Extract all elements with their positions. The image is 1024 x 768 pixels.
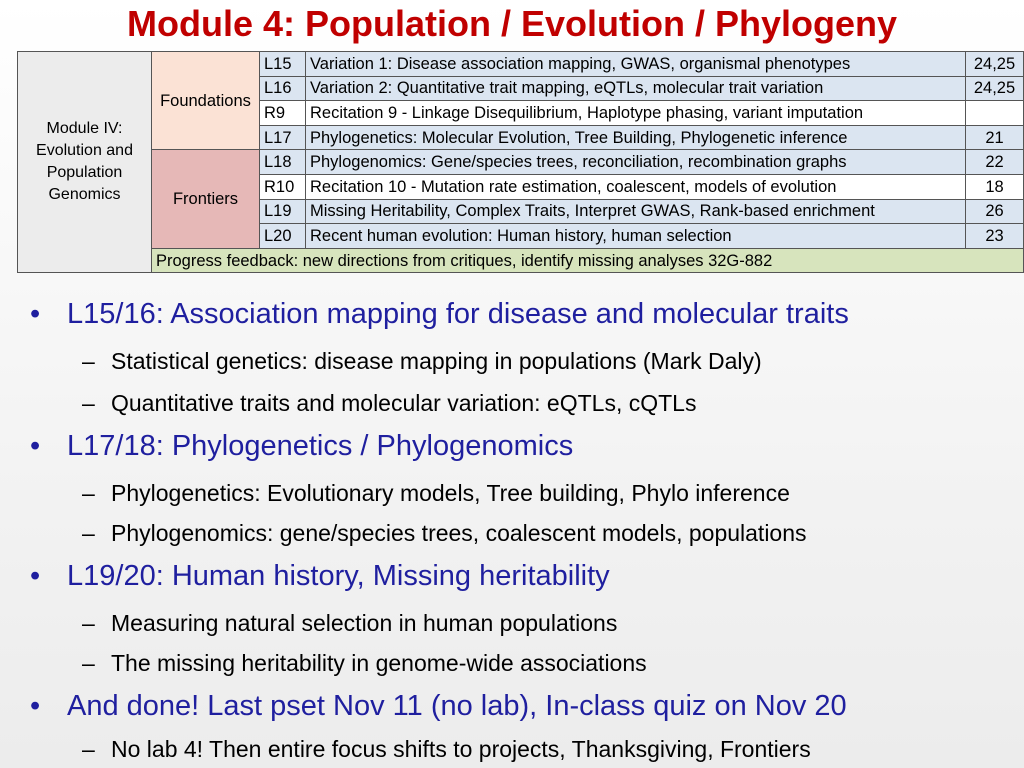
lecture-desc: Recitation 10 - Mutation rate estimation, coalescent, models of evolution [306,174,966,199]
schedule-table [17,51,1024,273]
lecture-desc: Missing Heritability, Complex Traits, Interpret GWAS, Rank-based enrichment [306,199,966,224]
sub-bullet-text: The missing heritability in genome-wide associations [111,650,647,676]
sub-bullet-text: Statistical genetics: disease mapping in populations (Mark Daly) [111,348,762,374]
sub-bullet-text: Measuring natural selection in human populations [111,610,618,636]
lecture-code: L16 [260,76,306,101]
lecture-num: 24,25 [966,76,1024,101]
bullet-dot: • [30,430,41,462]
bullet-dot: • [30,560,41,592]
lecture-num: 21 [966,125,1024,150]
lecture-code: L18 [260,150,306,175]
group-foundations: Foundations [152,52,260,150]
lecture-desc: Variation 1: Disease association mapping, GWAS, organismal phenotypes [306,52,966,77]
lecture-num: 23 [966,224,1024,249]
lecture-code: L19 [260,199,306,224]
sub-bullet-dash: – [82,520,95,546]
lecture-code: R10 [260,174,306,199]
bullet-text: L17/18: Phylogenetics / Phylogenomics [67,430,574,462]
sub-bullet-dash: – [82,610,95,636]
sub-bullet-dash: – [82,736,95,762]
lecture-code: L15 [260,52,306,77]
lecture-code: R9 [260,101,306,126]
lecture-num: 26 [966,199,1024,224]
sub-bullet-text: Phylogenetics: Evolutionary models, Tree building, Phylo inference [111,480,790,506]
module-label: Module IV: Evolution and Population Genomics [18,52,152,273]
lecture-desc: Recitation 9 - Linkage Disequilibrium, Haplotype phasing, variant imputation [306,101,966,126]
lecture-desc: Variation 2: Quantitative trait mapping, eQTLs, molecular trait variation [306,76,966,101]
bullet-text: And done! Last pset Nov 11 (no lab), In-class quiz on Nov 20 [67,690,847,722]
sub-bullet-dash: – [82,480,95,506]
lecture-desc: Phylogenomics: Gene/species trees, reconciliation, recombination graphs [306,150,966,175]
bullet-text: L15/16: Association mapping for disease and molecular traits [67,298,849,330]
sub-bullet-dash: – [82,650,95,676]
lecture-num [966,101,1024,126]
lecture-num: 22 [966,150,1024,175]
lecture-num: 24,25 [966,52,1024,77]
bullet-dot: • [30,690,41,722]
lecture-desc: Recent human evolution: Human history, human selection [306,224,966,249]
lecture-code: L20 [260,224,306,249]
sub-bullet-dash: – [82,348,95,374]
progress-feedback: Progress feedback: new directions from critiques, identify missing analyses 32G-882 [152,248,1024,273]
table-row [18,52,1024,77]
sub-bullet-text: Quantitative traits and molecular variation: eQTLs, cQTLs [111,390,697,416]
table-row [18,150,1024,175]
slide-title: Module 4: Population / Evolution / Phylogeny [126,3,897,44]
table-row [18,248,1024,273]
group-frontiers: Frontiers [152,150,260,248]
lecture-code: L17 [260,125,306,150]
lecture-num: 18 [966,174,1024,199]
sub-bullet-dash: – [82,390,95,416]
lecture-desc: Phylogenetics: Molecular Evolution, Tree Building, Phylogenetic inference [306,125,966,150]
bullet-text: L19/20: Human history, Missing heritability [67,560,610,592]
bullet-dot: • [30,298,41,330]
sub-bullet-text: No lab 4! Then entire focus shifts to projects, Thanksgiving, Frontiers [111,736,811,762]
sub-bullet-text: Phylogenomics: gene/species trees, coalescent models, populations [111,520,807,546]
